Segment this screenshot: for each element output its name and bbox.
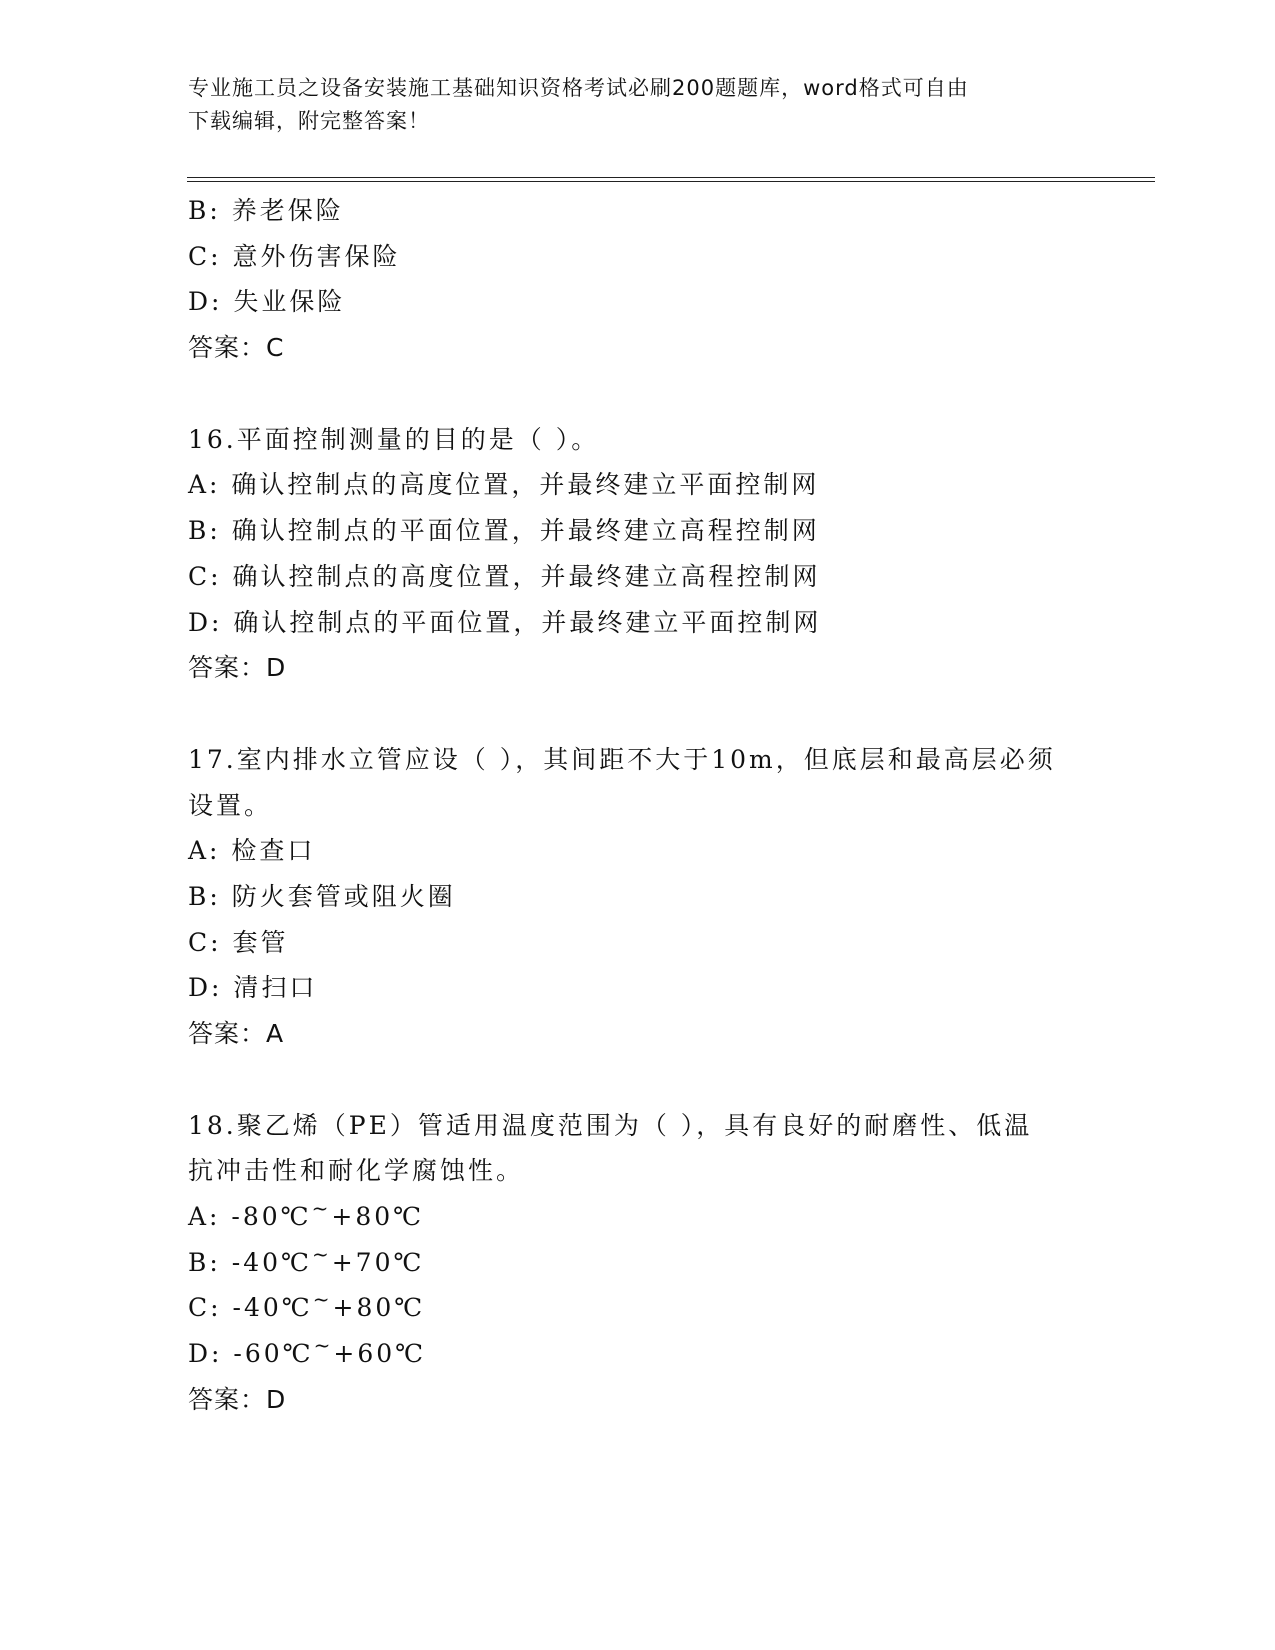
question-stem-continued: 抗冲击性和耐化学腐蚀性。 [188, 1156, 525, 1186]
option-line: B: 确认控制点的平面位置，并最终建立高程控制网 [188, 516, 820, 546]
option-line: B: 养老保险 [188, 196, 344, 225]
option-line: B: 防火套管或阻火圈 [188, 881, 456, 911]
answer-line: 答案：D [188, 653, 287, 683]
question-15-continued [188, 188, 1148, 371]
tilde-mark: ~ [312, 1287, 333, 1312]
option-line [188, 1240, 1148, 1286]
tilde-mark: ~ [313, 1333, 334, 1358]
question-stem: 16.平面控制测量的目的是（ ）。 [188, 424, 600, 454]
option-line [188, 1285, 1148, 1331]
option-line: C: 确认控制点的高度位置，并最终建立高程控制网 [188, 561, 821, 591]
question-stem-continued: 设置。 [188, 790, 273, 820]
option-line: D: 清扫口 [188, 973, 318, 1003]
option-suffix: +80℃ [332, 1293, 426, 1323]
option-prefix: A: -80℃ [188, 1202, 312, 1232]
option-line [188, 1331, 1148, 1377]
header-line-1: 专业施工员之设备安装施工基础知识资格考试必刷200题题库，word格式可自由 [188, 76, 969, 100]
header-line-2: 下载编辑，附完整答案！ [188, 109, 430, 133]
option-line: A: 检查口 [188, 836, 316, 866]
option-line: C: 意外伤害保险 [188, 241, 401, 271]
option-line: A: 确认控制点的高度位置，并最终建立平面控制网 [188, 470, 820, 500]
question-16 [188, 417, 1148, 691]
question-18 [188, 1103, 1148, 1423]
option-prefix: D: -60℃ [188, 1339, 314, 1369]
header-rule-bottom [187, 181, 1155, 182]
answer-line: 答案：A [188, 1019, 285, 1048]
document-header [188, 72, 1088, 138]
option-line [188, 1194, 1148, 1240]
question-stem: 17.室内排水立管应设（ ），其间距不大于10m，但底层和最高层必须 [188, 744, 1056, 774]
tilde-mark: ~ [311, 1196, 332, 1221]
option-suffix: +80℃ [331, 1202, 425, 1232]
option-suffix: +70℃ [331, 1247, 425, 1277]
option-prefix: C: -40℃ [188, 1293, 313, 1323]
answer-line: 答案：D [188, 1384, 287, 1414]
option-line: D: 确认控制点的平面位置，并最终建立平面控制网 [188, 607, 822, 637]
option-line: D: 失业保险 [188, 287, 346, 317]
header-rule-top [187, 177, 1155, 178]
tilde-mark: ~ [311, 1241, 332, 1266]
question-17 [188, 737, 1148, 1057]
question-list [188, 188, 1148, 1423]
option-prefix: B: -40℃ [188, 1247, 312, 1277]
option-suffix: +60℃ [333, 1339, 427, 1369]
answer-line: 答案：C [188, 333, 285, 363]
option-line: C: 套管 [188, 927, 289, 957]
question-stem: 18.聚乙烯（PE）管适用温度范围为（ ），具有良好的耐磨性、低温 [188, 1110, 1033, 1140]
